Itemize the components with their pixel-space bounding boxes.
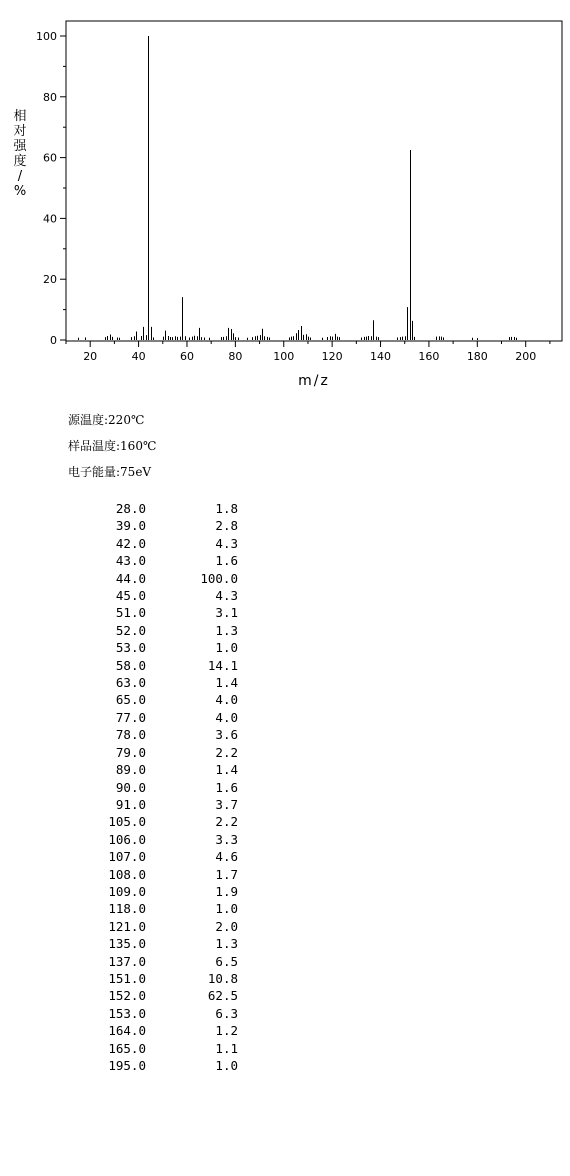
peak-mz: 105.0: [108, 814, 146, 830]
x-axis-label: m/z: [298, 373, 330, 389]
peak-mz: 135.0: [108, 936, 146, 952]
y-axis-label: [13, 108, 27, 199]
peak-mz: 58.0: [115, 657, 146, 673]
x-tick-label: 80: [228, 350, 243, 363]
peak-abundance: 2.2: [215, 744, 238, 760]
peak-abundance: 14.1: [207, 657, 238, 673]
peak-row: [84, 1057, 238, 1074]
peak-row: [84, 691, 238, 708]
peak-abundance: 2.2: [215, 814, 238, 830]
peak-mz: 45.0: [115, 588, 146, 604]
peak-abundance: 1.2: [215, 1023, 238, 1039]
peak-abundance: 3.1: [215, 605, 238, 621]
peak-mz: 151.0: [108, 970, 146, 986]
peak-row: [84, 674, 238, 691]
x-tick-label: 20: [83, 350, 98, 363]
peak-abundance: 100.0: [200, 570, 238, 586]
x-tick-label: 100: [273, 350, 295, 363]
y-axis-ticks: [36, 30, 66, 347]
peak-mz: 109.0: [108, 883, 146, 899]
peak-abundance: 1.0: [215, 640, 238, 656]
peak-abundance: 1.0: [215, 901, 238, 917]
peak-row: [84, 900, 238, 917]
peak-row: [84, 987, 238, 1004]
peak-row: [84, 500, 238, 517]
peak-row: [84, 866, 238, 883]
peak-mz: 107.0: [108, 849, 146, 865]
y-label-char: 强: [13, 139, 27, 154]
sample-temperature: 样品温度:160℃: [68, 439, 157, 453]
spectrum-peaks: [79, 36, 517, 340]
y-label-char: 对: [13, 124, 27, 139]
y-label-char: 度: [13, 154, 27, 169]
peak-mz: 153.0: [108, 1005, 146, 1021]
peak-row: [84, 970, 238, 987]
peak-mz: 42.0: [115, 535, 146, 551]
peak-row: [84, 726, 238, 743]
peak-abundance: 2.0: [215, 918, 238, 934]
y-tick-label: 0: [50, 334, 57, 347]
peak-mz: 195.0: [108, 1058, 146, 1073]
peak-row: [84, 953, 238, 970]
peak-mz: 118.0: [108, 901, 146, 917]
peak-row: [84, 1040, 238, 1057]
peak-abundance: 3.6: [215, 727, 238, 743]
peak-mz: 39.0: [115, 518, 146, 534]
x-tick-label: 60: [179, 350, 194, 363]
peak-mz: 165.0: [108, 1040, 146, 1056]
peak-abundance: 1.6: [215, 553, 238, 569]
peak-mz: 51.0: [115, 605, 146, 621]
peak-mz: 90.0: [115, 779, 146, 795]
peak-abundance: 4.0: [215, 709, 238, 725]
peak-row: [84, 657, 238, 674]
y-label-char: 相: [13, 109, 27, 124]
peak-mz: 52.0: [115, 622, 146, 638]
peak-mz: 137.0: [108, 953, 146, 969]
x-tick-label: 160: [418, 350, 440, 363]
peak-mz: 106.0: [108, 831, 146, 847]
peak-mz: 44.0: [115, 570, 146, 586]
peak-row: [84, 709, 238, 726]
peak-mz: 79.0: [115, 744, 146, 760]
peak-abundance: 3.7: [215, 796, 238, 812]
peak-mz: 89.0: [115, 762, 146, 778]
peak-mz: 28.0: [115, 501, 146, 516]
peak-row: [84, 1022, 238, 1039]
peak-row: [84, 813, 238, 830]
peak-list-table: [84, 500, 238, 1074]
peak-mz: 53.0: [115, 640, 146, 656]
peak-abundance: 4.3: [215, 535, 238, 551]
y-tick-label: 80: [43, 90, 57, 104]
peak-abundance: 6.5: [215, 953, 238, 969]
peak-abundance: 1.4: [215, 762, 238, 778]
x-tick-label: 140: [370, 350, 392, 363]
peak-abundance: 6.3: [215, 1005, 238, 1021]
peak-row: [84, 552, 238, 569]
peak-row: [84, 587, 238, 604]
peak-abundance: 1.3: [215, 622, 238, 638]
peak-abundance: 1.4: [215, 675, 238, 691]
peak-mz: 65.0: [115, 692, 146, 708]
peak-abundance: 3.3: [215, 831, 238, 847]
peak-row: [84, 848, 238, 865]
peak-row: [84, 604, 238, 621]
y-tick-label: 20: [43, 273, 57, 287]
peak-row: [84, 535, 238, 552]
peak-row: [84, 570, 238, 587]
y-label-char: /: [17, 169, 23, 184]
peak-row: [84, 517, 238, 534]
x-tick-label: 120: [321, 350, 343, 363]
peak-abundance: 1.9: [215, 883, 238, 899]
peak-row: [84, 918, 238, 935]
peak-abundance: 4.0: [215, 692, 238, 708]
mass-spectrum-chart: [0, 0, 570, 395]
peak-row: [84, 883, 238, 900]
peak-abundance: 1.8: [215, 501, 238, 516]
peak-row: [84, 1005, 238, 1022]
peak-abundance: 4.6: [215, 849, 238, 865]
y-tick-label: 40: [43, 212, 57, 226]
plot-frame: [66, 21, 562, 341]
peak-row: [84, 761, 238, 778]
x-tick-label: 40: [131, 350, 146, 363]
x-axis-ticks: [66, 341, 550, 363]
peak-mz: 78.0: [115, 727, 146, 743]
peak-abundance: 2.8: [215, 518, 238, 534]
peak-abundance: 1.0: [215, 1058, 238, 1073]
peak-abundance: 1.7: [215, 866, 238, 882]
peak-abundance: 62.5: [207, 988, 238, 1004]
peak-row: [84, 796, 238, 813]
peak-mz: 63.0: [115, 675, 146, 691]
peak-mz: 152.0: [108, 988, 146, 1004]
peak-row: [84, 744, 238, 761]
peak-row: [84, 779, 238, 796]
source-temperature: 源温度:220℃: [68, 413, 145, 427]
peak-mz: 108.0: [108, 866, 146, 882]
y-tick-label: 60: [43, 151, 57, 165]
peak-mz: 121.0: [108, 918, 146, 934]
peak-abundance: 1.3: [215, 936, 238, 952]
peak-row: [84, 935, 238, 952]
peak-abundance: 1.6: [215, 779, 238, 795]
peak-mz: 91.0: [115, 796, 146, 812]
peak-abundance: 4.3: [215, 588, 238, 604]
y-tick-label: 100: [36, 30, 57, 43]
y-label-char: %: [13, 184, 27, 199]
peak-abundance: 10.8: [207, 970, 238, 986]
peak-row: [84, 622, 238, 639]
peak-mz: 43.0: [115, 553, 146, 569]
peak-abundance: 1.1: [215, 1040, 238, 1056]
x-tick-label: 200: [515, 350, 537, 363]
peak-mz: 77.0: [115, 709, 146, 725]
electron-energy: 电子能量:75eV: [68, 465, 152, 479]
peak-mz: 164.0: [108, 1023, 146, 1039]
peak-row: [84, 639, 238, 656]
peak-row: [84, 831, 238, 848]
x-tick-label: 180: [466, 350, 488, 363]
